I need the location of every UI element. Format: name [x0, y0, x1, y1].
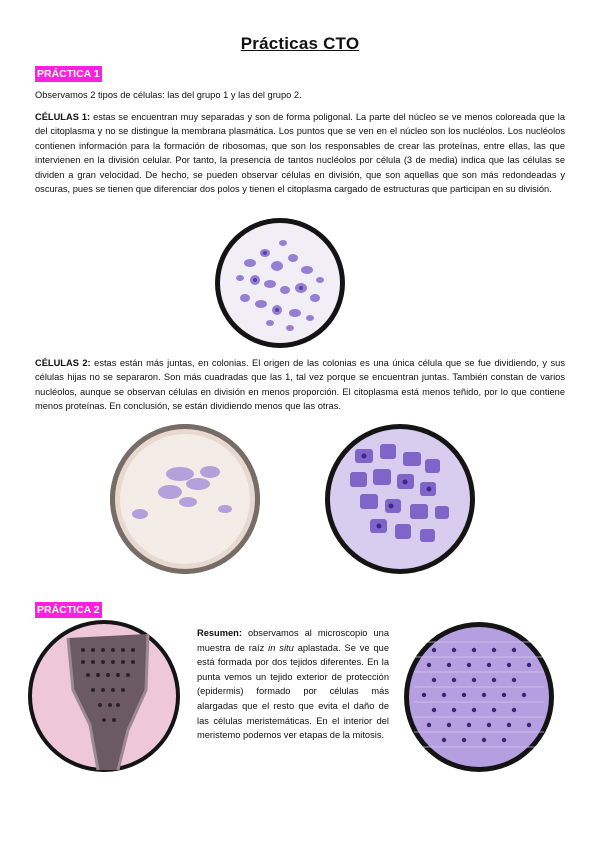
practica-1-tag: PRÁCTICA 1 — [37, 68, 100, 80]
celulas-1-text: estas se encuentran muy separadas y son de forma poligonal. La parte del núcleo se ve menos coloreada que la del citoplasma y no se distingue la membrana plasmática. Los puntos que se ven en el núcleo son los nucléolos. Los nucléolos contienen información para la formación de ribosomas, que son los responsables de crear las proteínas, entre ellas, las que intervienen en la división celular. Por tanto, la presencia de tantos nucléolos por célula (3 de media) indica que las células se dividen a gran velocidad. De hecho, se pueden observar células en división, que son aquellas que son más redondeadas y oscuras, pues se tienen que diferenciar dos polos y tienen el citoplasma cargado de estructuras que participan en su división. — [35, 112, 565, 195]
practica-1-intro: Observamos 2 tipos de células: las del grupo 1 y las del grupo 2. — [35, 90, 302, 100]
celulas-1-label: CÉLULAS 1: — [35, 112, 91, 122]
celulas-2-text: estas están más juntas, en colonias. El origen de las colonias es una única célula que se fue dividiendo, y sus células hijas no se separaron. Son más cuadradas que las 1, tal vez porque se encuentran juntas. También constan de varios nucléolos, aunque se observan células en división en menos proporción. El citoplasma está menos teñido, por lo que contiene menos proteínas. En conclusión, se están dividiendo menos que las otras. — [35, 358, 565, 412]
resumen-text-2: aplastada. Se ve que está formada por dos tejidos diferentes. En la punta vemos un tejido exterior de protección (epidermis) formado por células más alargadas que el resto que evita el daño de las células meristemáticas. En el interior del meristemo podemos ver etapas de la mitosis. — [197, 642, 390, 741]
micrograph-root-tip — [28, 620, 180, 772]
micrograph-cells-2-pale — [110, 424, 260, 574]
celulas-1-paragraph — [35, 110, 565, 196]
celulas-2-paragraph — [35, 356, 565, 414]
resumen-label: Resumen: — [197, 628, 242, 638]
micrograph-meristem — [404, 622, 554, 772]
resumen-italic: in situ — [268, 642, 294, 653]
celulas-2-label: CÉLULAS 2: — [35, 358, 91, 368]
practica-2-resumen — [197, 626, 389, 743]
resumen-text-1: observamos al microscopio una muestra de raíz — [197, 628, 389, 653]
practica-2-tag: PRÁCTICA 2 — [37, 604, 100, 616]
page-title: Prácticas CTO — [240, 34, 360, 53]
micrograph-cells-2-dense — [325, 424, 475, 574]
micrograph-cells-1 — [215, 218, 345, 348]
